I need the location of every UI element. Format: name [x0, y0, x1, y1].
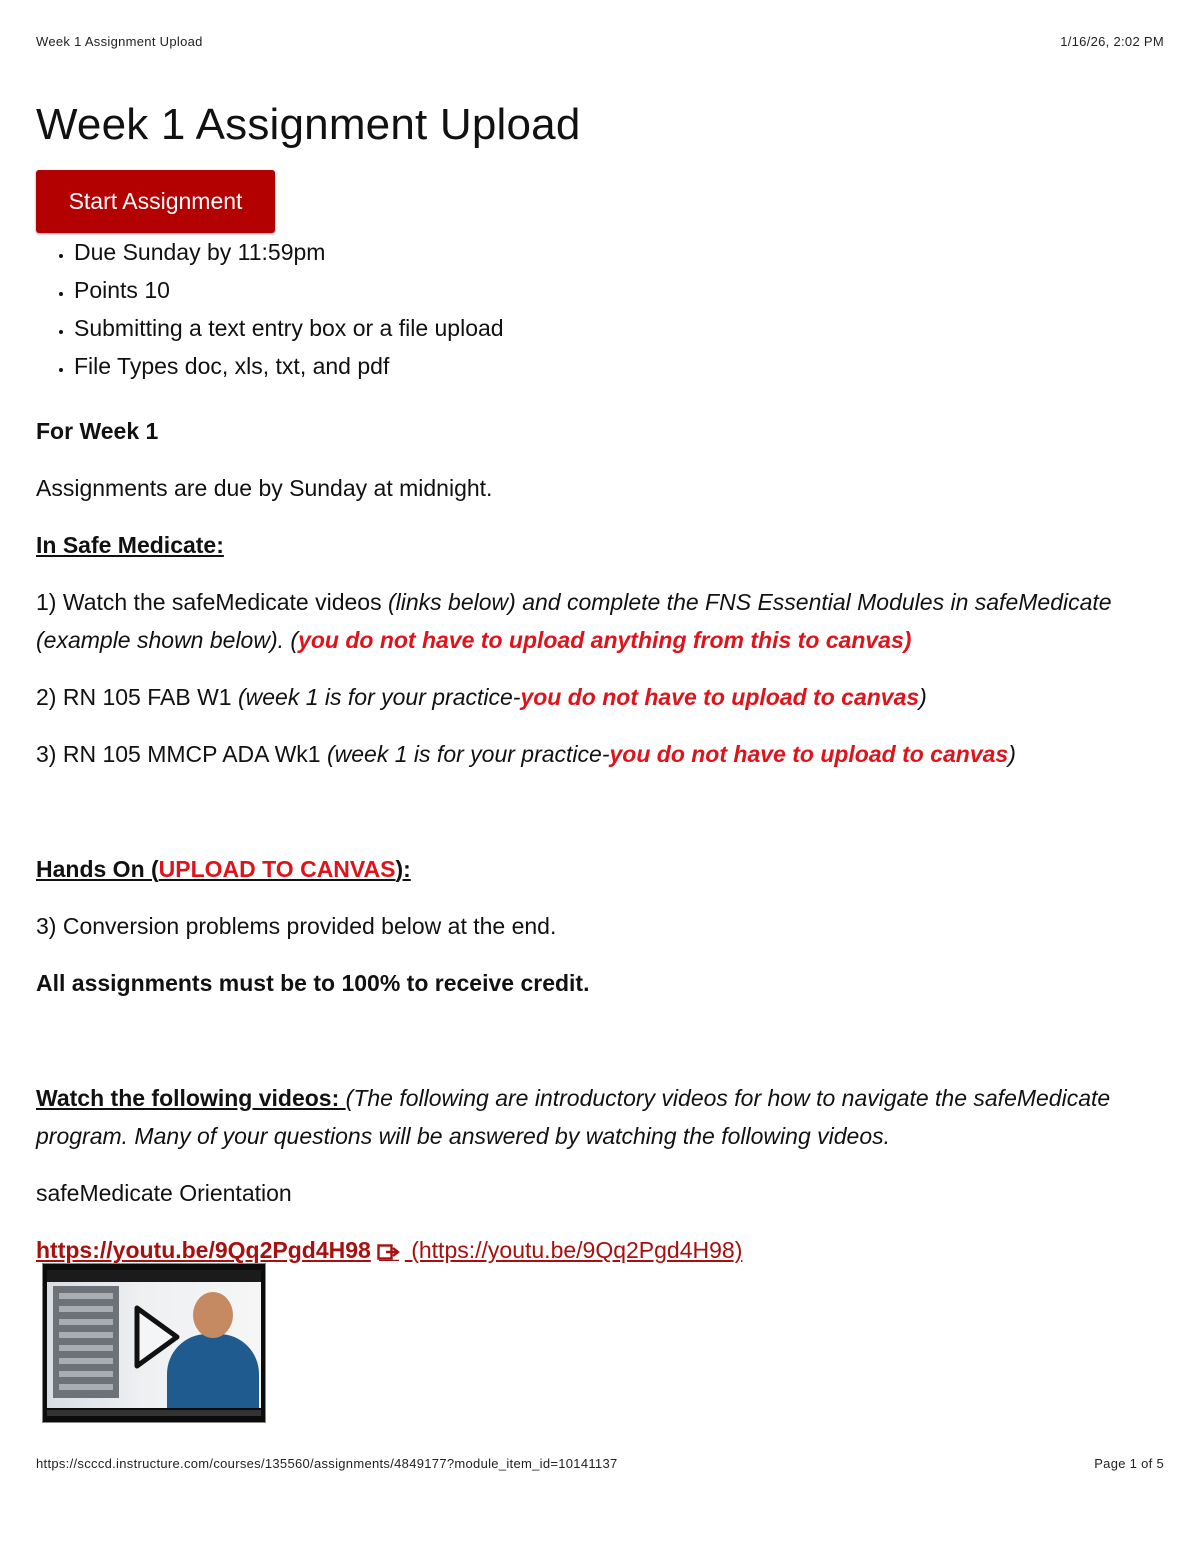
- due-date-item: • Due Sunday by 11:59pm: [74, 233, 774, 271]
- video-link[interactable]: https://youtu.be/9Qq2Pgd4H98: [36, 1237, 371, 1263]
- print-header: [36, 34, 1164, 49]
- video-topbar: [47, 1270, 261, 1282]
- points-item: • Points 10: [74, 271, 774, 309]
- spacer: [36, 792, 1164, 850]
- conversion-line: 3) Conversion problems provided below at the end.: [36, 913, 557, 939]
- week-heading: For Week 1: [36, 418, 159, 444]
- credit-line: All assignments must be to 100% to receive credit.: [36, 970, 590, 996]
- videos-heading: Watch the following videos:: [36, 1085, 346, 1111]
- due-line: Assignments are due by Sunday at midnight.: [36, 475, 493, 501]
- spacer: [36, 1021, 1164, 1079]
- assignment-description: [36, 412, 1164, 1291]
- video-link-alt[interactable]: (https://youtu.be/9Qq2Pgd4H98): [404, 1237, 743, 1263]
- print-page-number: Page 1 of 5: [1094, 1456, 1164, 1471]
- safe-medicate-heading: In Safe Medicate:: [36, 532, 224, 558]
- play-icon[interactable]: [133, 1304, 181, 1375]
- print-url: https://scccd.instructure.com/courses/135560/assignments/4849177?module_item_id=10141137: [36, 1456, 618, 1471]
- submission-type-item: • Submitting a text entry box or a file upload: [74, 309, 774, 347]
- file-types-item: • File Types doc, xls, txt, and pdf: [74, 347, 774, 385]
- instruction-item-3: 3) RN 105 MMCP ADA Wk1 (week 1 is for your practice-you do not have to upload to canvas): [36, 741, 1016, 767]
- videos-paragraph: Watch the following videos: (The following are introductory videos for how to navigate the safeMedicate program. Many of your questions will be answered by watching the following videos.: [36, 1085, 1111, 1149]
- video-controls-bar: [47, 1410, 261, 1416]
- hands-on-heading: Hands On (UPLOAD TO CANVAS):: [36, 856, 411, 882]
- print-doc-title: Week 1 Assignment Upload: [36, 34, 203, 49]
- instruction-item-1: 1) Watch the safeMedicate videos (links below) and complete the FNS Essential Modules in safeMedicate (example shown below). (you do not have to upload anything from this to canvas): [36, 589, 1112, 653]
- video-person-head: [193, 1292, 233, 1338]
- video-sidebar-panel: [53, 1286, 119, 1398]
- print-datetime: 1/16/26, 2:02 PM: [1060, 34, 1164, 49]
- assignment-details-list: [36, 233, 774, 385]
- orientation-label: safeMedicate Orientation: [36, 1180, 292, 1206]
- page-title: Week 1 Assignment Upload: [36, 100, 581, 149]
- external-link-icon[interactable]: [377, 1234, 401, 1272]
- print-footer: [36, 1456, 1164, 1471]
- start-assignment-button[interactable]: Start Assignment: [36, 170, 275, 233]
- instruction-item-2: 2) RN 105 FAB W1 (week 1 is for your practice-you do not have to upload to canvas): [36, 684, 927, 710]
- video-thumbnail[interactable]: [42, 1263, 266, 1423]
